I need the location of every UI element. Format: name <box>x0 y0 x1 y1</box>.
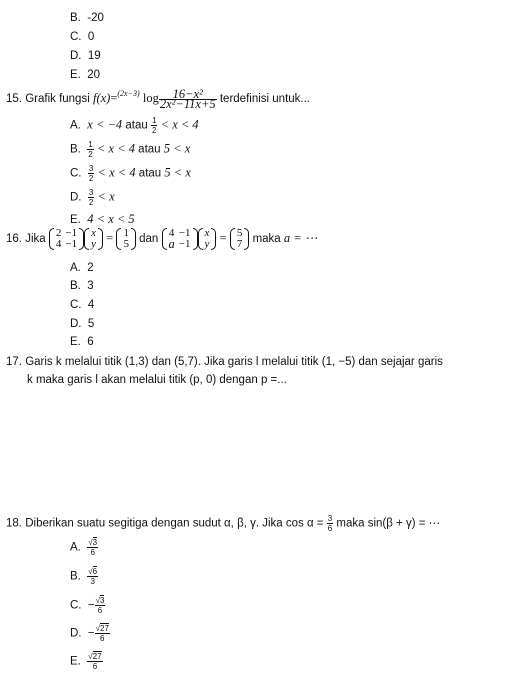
option-c-prev: C. 0 <box>70 31 95 43</box>
matrix-2: 4 −1 a −1 <box>162 228 198 250</box>
q16-option-c: C. 4 <box>70 299 95 311</box>
option-e-prev: E. 20 <box>70 69 101 81</box>
vector-2: x y <box>198 228 217 250</box>
question-15: 15. Grafik fungsi f(x)=$^{(2x-3)}$ log $\frac{\text{16−x²}}{\text{2x²−11x+5}}$ terdefinisi untuk... <box>6 87 310 111</box>
vector-result-1: 1 5 <box>116 228 136 250</box>
q15-option-c: C. $\frac{3}{2}$ < x < 4 atau 5 < x <box>70 164 191 183</box>
q16-option-b: B. 3 <box>70 280 94 292</box>
q15-option-a: A. x < −4 atau $\frac{1}{2}$ < x < 4 <box>70 116 199 135</box>
q16-option-a: A. 2 <box>70 262 94 274</box>
q15-option-d: D. $\frac{3}{2}$ < x <box>70 188 115 207</box>
q15-option-e: E. 4 < x < 5 <box>70 212 135 226</box>
q18-option-b: B. $\frac{√6}{3}$ <box>70 567 98 586</box>
q16-option-e: E. 6 <box>70 336 94 348</box>
option-d-prev: D. 19 <box>70 50 101 62</box>
q18-option-a: A. $\frac{√3}{6}$ <box>70 538 98 557</box>
question-17-line-2: k maka garis l akan melalui titik (p, 0) dengan p =... <box>27 374 287 386</box>
vector-result-2: 5 7 <box>230 228 250 250</box>
q18-option-c: C. − $\frac{√3}{6}$ <box>70 596 105 615</box>
vector-1: x y <box>84 228 103 250</box>
question-16: 16. Jika 2 −1 4 −1 x y = 1 5 dan 4 −1 a −1 x y = 5 7 maka a = ⋯ <box>6 227 318 251</box>
option-b-prev: B. -20 <box>70 12 104 24</box>
q16-option-d: D. 5 <box>70 318 95 330</box>
question-17: 17. Garis k melalui titik (1,3) dan (5,7). Jika garis l melalui titik (1, −5) dan sejajar garis <box>6 356 443 368</box>
matrix-1: 2 −1 4 −1 <box>49 228 84 250</box>
question-18: 18. Diberikan suatu segitiga dengan sudut α, β, γ. Jika cos α = $\frac{3}{6}$ maka sin(β + γ) = ⋯ <box>6 514 441 533</box>
q15-option-b: B. $\frac{1}{2}$ < x < 4 atau 5 < x <box>70 140 191 159</box>
q18-option-e: E. $\frac{√27}{6}$ <box>70 652 102 671</box>
q18-option-d: D. − $\frac{√27}{6}$ <box>70 624 109 643</box>
